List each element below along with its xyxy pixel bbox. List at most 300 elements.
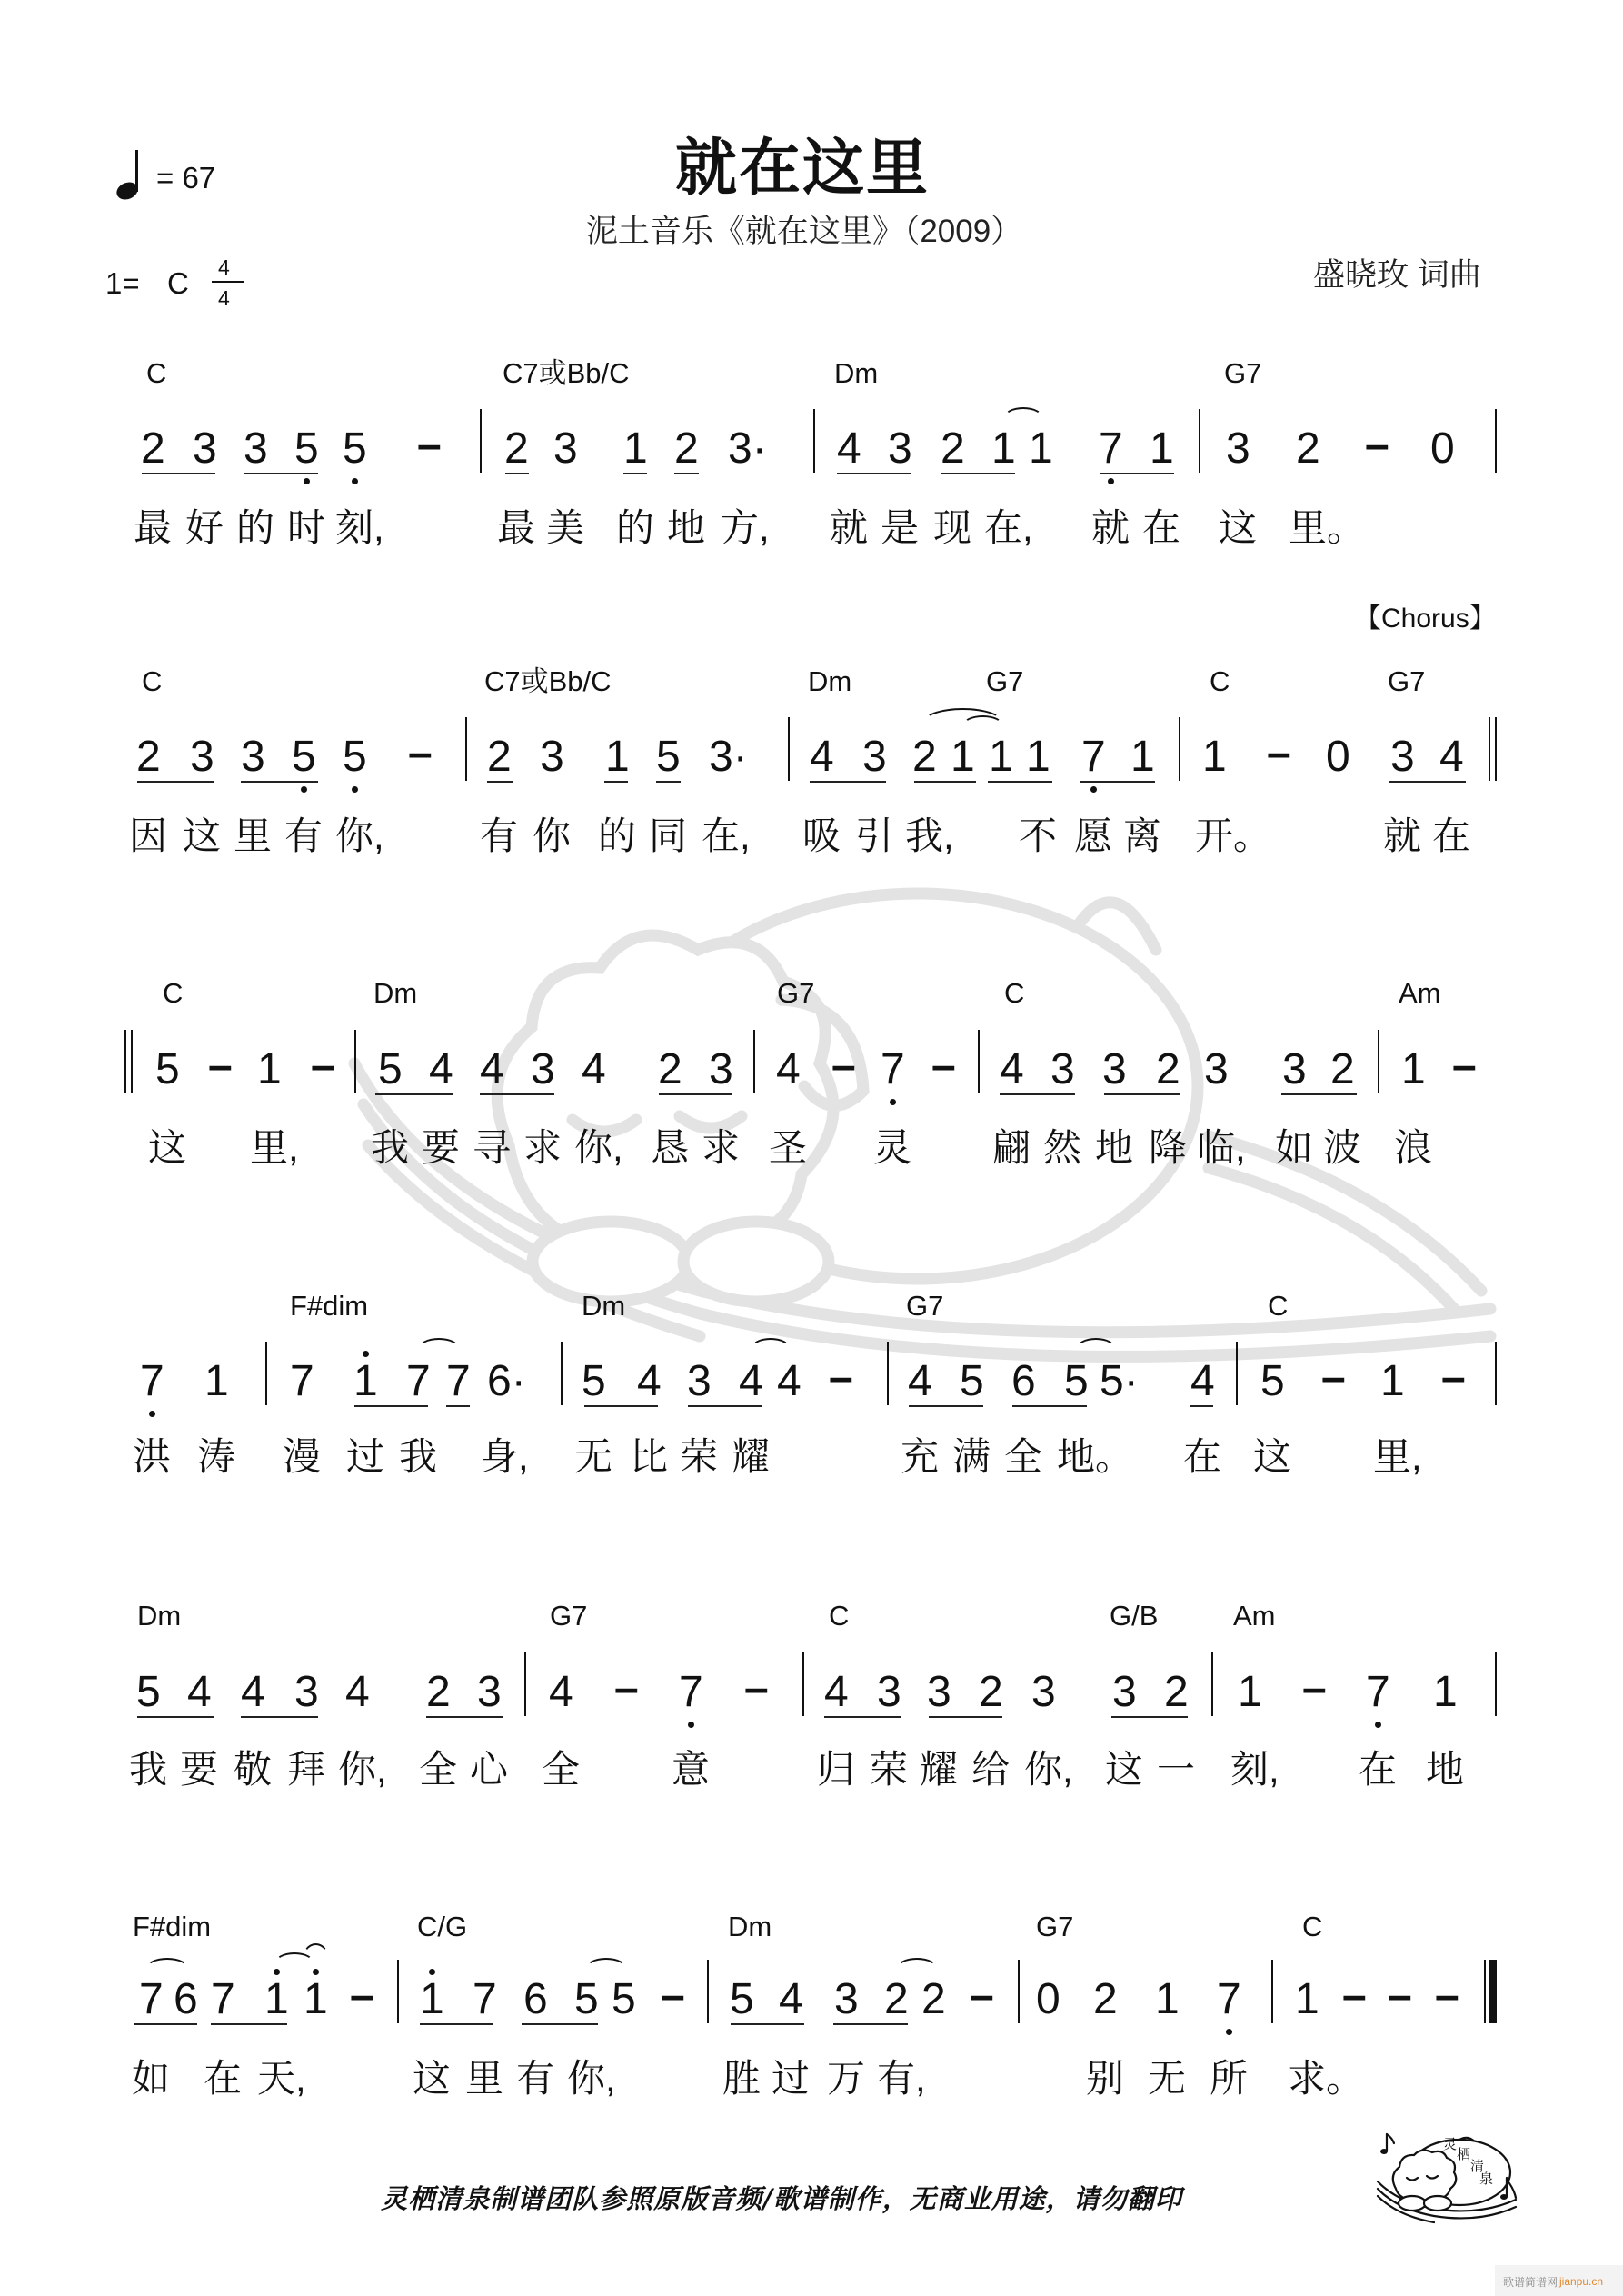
lyric-char: 因	[129, 814, 168, 857]
lyric-char: 你,	[335, 814, 384, 857]
note: 4	[779, 1975, 803, 2023]
note: 7	[1217, 1975, 1241, 2023]
note: 1	[1155, 1975, 1180, 2023]
note-dash: –	[1342, 1972, 1367, 2020]
note: 2	[979, 1668, 1003, 1716]
beam-underline	[354, 1405, 428, 1407]
album-subtitle: 泥土音乐《就在这里》（2009）	[585, 214, 1023, 249]
lyric-char: 圣	[769, 1126, 808, 1169]
note: 4	[810, 733, 834, 781]
note: 2	[912, 733, 937, 781]
chord-symbol: G7	[550, 1600, 588, 1632]
note: 1	[304, 1975, 328, 2023]
lyric-char: 最	[134, 506, 173, 549]
note: 7	[446, 1357, 471, 1405]
lyric-char: 天,	[257, 2057, 306, 2100]
note-dash: –	[831, 1042, 856, 1090]
note: 3	[241, 733, 265, 781]
bar-line	[1211, 1652, 1213, 1716]
note: 6	[1011, 1357, 1036, 1405]
bar-line	[753, 1030, 755, 1093]
double-bar-line	[1489, 717, 1490, 781]
chord-symbol: C	[142, 665, 163, 697]
lyric-char: 不	[1019, 814, 1058, 857]
beam-underline	[375, 1093, 453, 1095]
note: 5	[960, 1357, 984, 1405]
note: 7	[290, 1357, 314, 1405]
lyric-char: 有	[516, 2057, 555, 2100]
note: 2	[1296, 424, 1320, 473]
note: 4	[1190, 1357, 1215, 1405]
beam-underline	[487, 781, 513, 783]
note: 3	[709, 1045, 733, 1093]
beam-underline	[604, 781, 628, 783]
lyric-char: 如	[1275, 1126, 1314, 1169]
lyric-char: 降	[1149, 1126, 1188, 1169]
note: 3	[927, 1668, 951, 1716]
note: 1	[1202, 733, 1227, 781]
note: 3	[1112, 1668, 1137, 1716]
bar-line	[978, 1030, 980, 1093]
lyric-char: 离	[1123, 814, 1162, 857]
time-signature-denominator: 4	[218, 286, 230, 310]
logo-char: 泉	[1479, 2171, 1494, 2187]
note: 1	[991, 424, 1016, 473]
bar-line	[788, 717, 790, 781]
lyric-char: 在	[1142, 506, 1181, 549]
chord-symbol: Dm	[137, 1600, 182, 1632]
note: 5	[292, 733, 316, 781]
lyric-char: 漫	[283, 1435, 322, 1478]
lyric-char: 引	[855, 814, 894, 857]
key-prefix: 1=	[105, 266, 140, 300]
note: 6	[174, 1975, 198, 2023]
chord-symbol: G7	[906, 1290, 944, 1322]
lyric-char: 一	[1157, 1748, 1196, 1791]
note: 3	[531, 1045, 555, 1093]
note: 2	[487, 733, 512, 781]
key-tonic: C	[167, 266, 189, 300]
lyric-char: 翩	[992, 1126, 1031, 1169]
beam-underline	[929, 1716, 1002, 1718]
bar-line	[1018, 1960, 1020, 2023]
beam-underline	[584, 1405, 658, 1407]
tie-arc	[418, 1338, 460, 1360]
lyric-char: 满	[952, 1435, 991, 1478]
note: 3	[877, 1668, 901, 1716]
bar-line	[480, 409, 482, 473]
chord-symbol: G7	[777, 977, 815, 1009]
note-dash: –	[829, 1353, 853, 1402]
note: 2	[426, 1668, 451, 1716]
lyric-char: 我,	[905, 814, 954, 857]
bar-line	[1199, 409, 1200, 473]
bar-line	[1236, 1342, 1238, 1405]
beam-underline	[1111, 1716, 1188, 1718]
lyric-char: 美	[546, 506, 585, 549]
note: 3	[190, 733, 214, 781]
lyric-char: 涛	[197, 1435, 236, 1478]
chord-symbol: C	[146, 357, 167, 389]
lyric-char: 全	[542, 1748, 581, 1791]
lyric-char: 好	[185, 506, 224, 549]
note: 3	[540, 733, 564, 781]
note: 1	[1130, 733, 1155, 781]
lyric-char: 现	[933, 506, 972, 549]
note: 4	[480, 1045, 504, 1093]
bar-line	[1378, 1030, 1379, 1093]
note-dash: –	[931, 1042, 956, 1090]
double-bar-line	[131, 1030, 133, 1093]
note: 1	[353, 1357, 378, 1405]
beam-underline	[211, 2023, 287, 2025]
lyric-char: 方,	[721, 506, 770, 549]
beam-underline	[656, 781, 681, 783]
lyric-char: 里,	[250, 1126, 299, 1169]
note: 1	[623, 424, 648, 473]
composer-credits: 盛晓玫 词曲	[1313, 257, 1481, 293]
beam-underline	[426, 1716, 503, 1718]
beam-underline	[941, 473, 1015, 474]
note: 2	[674, 424, 699, 473]
lyric-char: 这	[1253, 1435, 1292, 1478]
lyric-char: 波	[1323, 1126, 1362, 1169]
lyric-char: 的	[598, 814, 637, 857]
lyric-char: 意	[672, 1748, 711, 1791]
lyric-char: 里	[465, 2057, 504, 2100]
lyric-char: 愿	[1074, 814, 1113, 857]
song-title: 就在这里	[674, 134, 930, 203]
final-bar-line	[1489, 1960, 1497, 2023]
beam-underline	[1389, 781, 1466, 783]
lyric-char: 地。	[1057, 1435, 1134, 1478]
tempo-value: = 67	[156, 161, 216, 195]
note: 5	[1260, 1357, 1285, 1405]
note-dash: –	[417, 421, 442, 469]
chord-symbol: C	[829, 1600, 850, 1632]
lyric-char: 吸	[802, 814, 841, 857]
tie-arc	[896, 1958, 938, 1980]
note: 2	[1164, 1668, 1189, 1716]
octave-dot-below	[890, 1099, 896, 1105]
bar-line	[354, 1030, 356, 1093]
chord-symbol: Am	[1399, 977, 1441, 1009]
chord-symbol: Am	[1233, 1600, 1276, 1632]
note: 7	[211, 1975, 235, 2023]
lyric-char: 我	[399, 1435, 438, 1478]
note-dash: –	[1435, 1972, 1459, 2020]
bar-line	[887, 1342, 889, 1405]
lyric-char: 要	[180, 1748, 219, 1791]
double-bar-line	[1495, 717, 1497, 781]
note-dash: –	[614, 1664, 639, 1712]
bar-line	[1495, 409, 1497, 473]
lyric-char: 全	[1004, 1435, 1043, 1478]
chord-symbol: G/B	[1110, 1600, 1159, 1632]
beam-underline	[142, 473, 215, 474]
beam-underline	[1190, 1405, 1213, 1407]
note: 5	[155, 1045, 180, 1093]
note: 3	[193, 424, 217, 473]
beam-underline	[1012, 1405, 1087, 1407]
note: 3	[1282, 1045, 1307, 1093]
beam-underline	[1000, 1093, 1075, 1095]
beam-underline	[1281, 1093, 1357, 1095]
note: 2	[141, 424, 165, 473]
chord-symbol: C/G	[417, 1911, 468, 1942]
chord-symbol: F#dim	[133, 1911, 212, 1942]
note: 2	[1156, 1045, 1180, 1093]
lyric-char: 在	[1359, 1748, 1398, 1791]
beam-underline	[833, 2023, 908, 2025]
note: 7	[1081, 733, 1106, 781]
bar-line	[265, 1342, 267, 1405]
beam-underline	[134, 2023, 197, 2025]
lyric-char: 就	[1091, 506, 1130, 549]
chord-symbol: Dm	[808, 665, 852, 697]
note: 2	[504, 424, 529, 473]
bar-line	[397, 1960, 399, 2023]
beam-underline	[659, 1093, 732, 1095]
note: 4	[1439, 733, 1464, 781]
note-rest: 0	[1326, 733, 1350, 781]
chord-symbol: G7	[1224, 357, 1262, 389]
lyric-char: 里。	[1289, 506, 1366, 549]
note: 1	[605, 733, 630, 781]
note: 2	[884, 1975, 909, 2023]
lyric-char: 刻,	[1230, 1748, 1279, 1791]
note: 5	[1064, 1357, 1089, 1405]
note: 7	[406, 1357, 431, 1405]
lyric-char: 最	[497, 506, 536, 549]
note: 4	[429, 1045, 453, 1093]
lyric-char: 同	[649, 814, 688, 857]
note: 4	[908, 1357, 932, 1405]
note: 3	[1390, 733, 1415, 781]
lyric-char: 地	[667, 506, 706, 549]
site-watermark-domain: jianpu.cn	[1559, 2275, 1604, 2288]
lyric-char: 求	[523, 1126, 563, 1169]
lyric-char: 寻	[473, 1126, 512, 1169]
beam-underline	[909, 1405, 983, 1407]
lyric-char: 敬	[234, 1748, 273, 1791]
note-dash: –	[1452, 1042, 1477, 1090]
note: 5	[574, 1975, 599, 2023]
lyric-char: 就	[830, 506, 869, 549]
lyric-char: 要	[422, 1126, 461, 1169]
copyright-footer: 灵栖清泉制谱团队参照原版音频/歌谱制作，无商业用途，请勿翻印	[381, 2183, 1182, 2214]
time-signature-numerator: 4	[218, 255, 230, 279]
lyric-char: 如	[132, 2057, 171, 2100]
lyric-char: 身,	[480, 1435, 529, 1478]
lyric-char: 里	[234, 814, 273, 857]
chord-symbol: C	[1210, 665, 1230, 697]
note-dash: –	[311, 1042, 335, 1090]
lyric-char: 心	[470, 1748, 509, 1791]
bar-line	[561, 1342, 563, 1405]
beam-underline	[241, 781, 318, 783]
note: 1	[1401, 1045, 1426, 1093]
beam-underline	[1104, 1093, 1180, 1095]
lyric-char: 恳	[651, 1126, 690, 1169]
note: 3	[1226, 424, 1250, 473]
note: 7	[140, 1357, 164, 1405]
lyric-char: 归	[817, 1748, 856, 1791]
bar-line	[1179, 717, 1180, 781]
lyric-char: 是	[881, 506, 920, 549]
chord-symbol: G7	[1036, 1911, 1074, 1942]
note: 5	[378, 1045, 403, 1093]
lyric-char: 无	[574, 1435, 613, 1478]
lyric-char: 比	[630, 1435, 669, 1478]
note: 7	[679, 1668, 703, 1716]
chord-symbol: C7或Bb/C	[503, 357, 630, 389]
note: 4	[637, 1357, 662, 1405]
bar-line	[1495, 1652, 1497, 1716]
site-watermark-name: 歌谱简谱网	[1503, 2276, 1558, 2289]
beam-underline	[810, 781, 886, 783]
note: 3	[1102, 1045, 1127, 1093]
tie-arc	[751, 1338, 791, 1360]
note: 1	[420, 1975, 444, 2023]
note-rest: 0	[1036, 1975, 1060, 2023]
lyric-char: 你,	[338, 1748, 387, 1791]
tie-arc	[1076, 1338, 1116, 1360]
note: 4	[582, 1045, 606, 1093]
tie-arc	[1003, 407, 1043, 429]
lyric-char: 我	[129, 1748, 168, 1791]
chord-symbol: F#dim	[290, 1290, 369, 1322]
note: 5	[612, 1975, 636, 2023]
beam-underline	[505, 473, 529, 474]
lyric-char: 在	[1183, 1435, 1222, 1478]
note-dash: –	[661, 1972, 685, 2020]
note: 3	[1204, 1045, 1229, 1093]
lyric-char: 别	[1086, 2057, 1125, 2100]
note: 3	[888, 424, 912, 473]
note: 4	[824, 1668, 849, 1716]
chord-symbol: C	[1268, 1290, 1289, 1322]
beam-underline	[988, 781, 1052, 783]
note: 3	[834, 1975, 859, 2023]
note: 5·	[1100, 1357, 1139, 1405]
note: 1	[1238, 1668, 1262, 1716]
chord-symbol: C7或Bb/C	[484, 665, 612, 697]
note-dash: –	[970, 1972, 994, 2020]
beam-underline	[914, 781, 976, 783]
note: 4	[776, 1045, 801, 1093]
beam-underline	[837, 473, 911, 474]
lyric-char: 荣	[680, 1435, 719, 1478]
octave-dot-above	[429, 1969, 435, 1975]
beam-underline	[1100, 473, 1174, 474]
bar-line	[1271, 1960, 1273, 2023]
lyric-char: 过	[772, 2057, 811, 2100]
note: 5	[343, 733, 367, 781]
note: 1	[1433, 1668, 1458, 1716]
note: 4	[1000, 1045, 1024, 1093]
lyric-char: 你,	[1024, 1748, 1073, 1791]
note: 7	[139, 1975, 164, 2023]
beam-underline	[623, 473, 647, 474]
lyric-char: 我	[371, 1126, 410, 1169]
note: 2	[136, 733, 161, 781]
lyric-char: 里,	[1373, 1435, 1422, 1478]
octave-dot-below	[688, 1722, 694, 1728]
lyric-char: 拜	[287, 1748, 326, 1791]
note: 3	[1031, 1668, 1056, 1716]
note: 3·	[709, 733, 748, 781]
lyric-char: 无	[1148, 2057, 1187, 2100]
note: 5	[343, 424, 367, 473]
lyric-char: 求。	[1288, 2057, 1365, 2100]
note: 3	[553, 424, 578, 473]
chord-symbol: Dm	[373, 977, 418, 1009]
note: 1	[257, 1045, 282, 1093]
lyric-char: 刻,	[335, 506, 384, 549]
note: 5	[582, 1357, 606, 1405]
note: 2	[1093, 1975, 1118, 2023]
beam-underline	[446, 1405, 470, 1407]
octave-dot-above	[363, 1351, 369, 1357]
octave-dot-below	[1226, 2029, 1232, 2035]
lyric-char: 全	[419, 1748, 458, 1791]
lyric-char: 荣	[870, 1748, 909, 1791]
octave-dot-below	[1108, 478, 1114, 484]
note: 2	[658, 1045, 682, 1093]
lyric-char: 你	[533, 814, 572, 857]
lyric-char: 万	[827, 2057, 866, 2100]
lyric-char: 浪	[1394, 1126, 1433, 1169]
note: 1	[1150, 424, 1174, 473]
bar-line	[802, 1652, 804, 1716]
tie-arc	[962, 715, 1003, 735]
lyric-char: 洪	[133, 1435, 172, 1478]
chord-symbol: Dm	[582, 1290, 626, 1322]
note: 4	[837, 424, 861, 473]
note: 3	[687, 1357, 712, 1405]
note-dash: –	[1441, 1353, 1466, 1402]
lyric-char: 时	[287, 506, 326, 549]
lyric-char: 这	[413, 2057, 452, 2100]
bar-line	[813, 409, 815, 473]
chord-symbol: G7	[986, 665, 1024, 697]
lyric-char: 这	[148, 1126, 187, 1169]
note-rest: 0	[1430, 424, 1455, 473]
lyric-char: 这	[183, 814, 222, 857]
chord-symbol: G7	[1388, 665, 1426, 697]
note: 7	[1099, 424, 1123, 473]
note: 1	[264, 1975, 289, 2023]
logo-char: 清	[1470, 2159, 1485, 2174]
beam-underline	[688, 1405, 762, 1407]
note: 3	[244, 424, 268, 473]
logo-char: 栖	[1457, 2147, 1471, 2162]
note: 3	[862, 733, 887, 781]
double-bar-line	[124, 1030, 126, 1093]
final-bar-line	[1484, 1960, 1486, 2023]
lyric-char: 有	[480, 814, 519, 857]
bar-line	[1495, 1342, 1497, 1405]
note: 4	[739, 1357, 763, 1405]
lyric-char: 过	[346, 1435, 385, 1478]
octave-dot-below	[304, 478, 310, 484]
octave-dot-below	[1375, 1722, 1381, 1728]
note: 1	[1295, 1975, 1319, 2023]
lyric-char: 在,	[984, 506, 1033, 549]
beam-underline	[420, 2023, 493, 2025]
note: 1	[204, 1357, 229, 1405]
